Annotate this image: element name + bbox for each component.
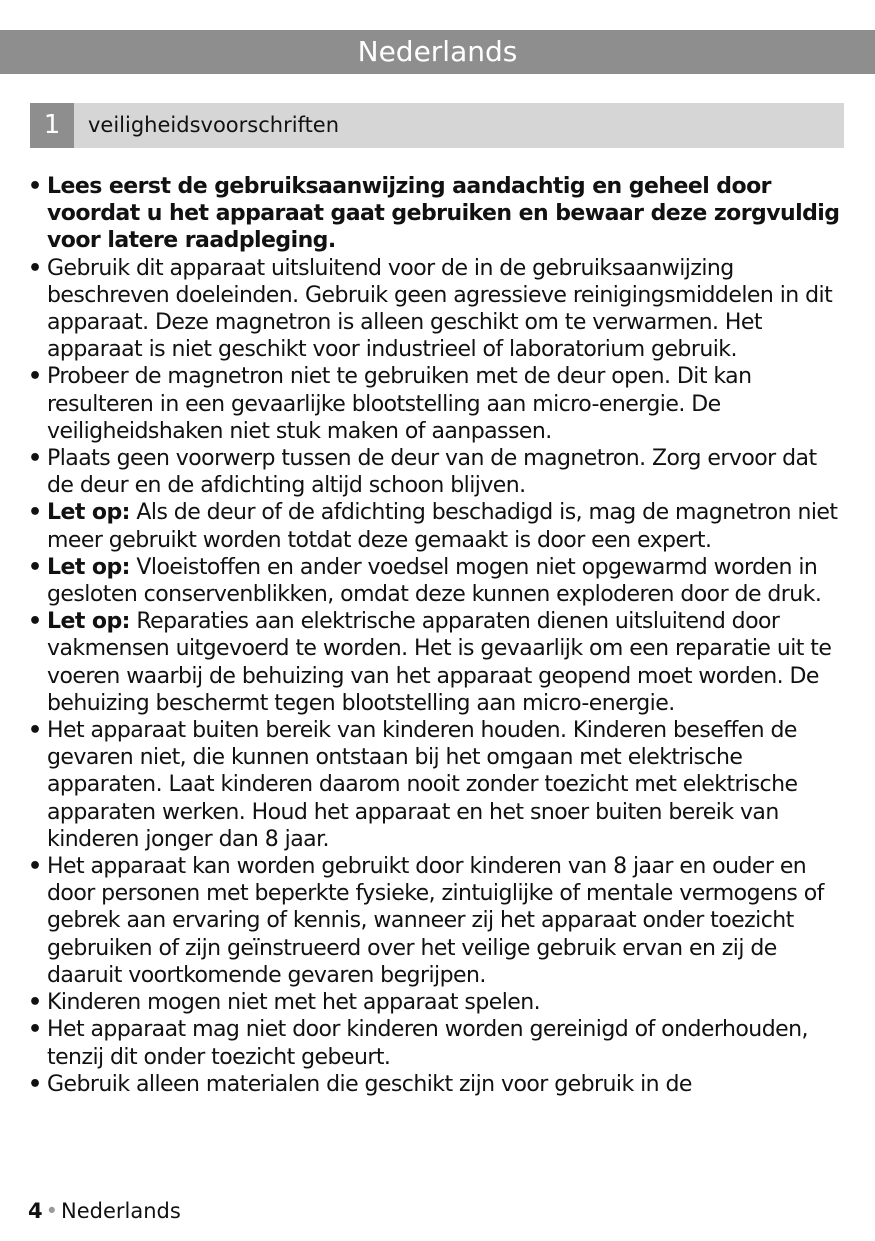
list-item: [28, 853, 840, 989]
list-item: [28, 445, 840, 499]
section-heading-bar: [30, 103, 844, 148]
footer-separator: •: [45, 1199, 59, 1223]
item-text: Probeer de magnetron niet te gebruiken met de deur open. Dit kan resulteren in een gevaarlijke blootstelling aan micro-energie. De veiligheidshaken niet stuk maken of aanpassen.: [47, 364, 752, 444]
page-footer: [28, 1198, 181, 1224]
item-text: Gebruik alleen materialen die geschikt zijn voor gebruik in de: [47, 1071, 692, 1097]
list-item: [28, 989, 840, 1016]
warning-label: Let op:: [47, 609, 130, 635]
list-item: [28, 1071, 840, 1098]
item-text: Het apparaat mag niet door kinderen worden gereinigd of onderhouden, tenzij dit onder toezicht gebeurt.: [47, 1017, 808, 1070]
page-number: 4: [28, 1199, 43, 1223]
safety-instructions-list: [28, 173, 840, 1098]
list-item: [28, 255, 840, 364]
list-item: [28, 608, 840, 717]
footer-language: Nederlands: [61, 1199, 181, 1223]
item-text: Gebruik dit apparaat uitsluitend voor de in de gebruiksaanwijzing beschreven doeleinden. Gebruik geen agressieve reinigingsmiddelen in dit apparaat. Deze magnetron is alleen geschikt om te verwarmen. Het apparaat is niet geschikt voor industrieel of laboratorium gebruik.: [47, 255, 833, 363]
item-text: Als de deur of de afdichting beschadigd is, mag de magnetron niet meer gebruikt worden totdat deze gemaakt is door een expert.: [47, 500, 838, 553]
list-item: [28, 173, 840, 255]
item-text: Kinderen mogen niet met het apparaat spelen.: [47, 990, 541, 1016]
item-text: Het apparaat buiten bereik van kinderen houden. Kinderen beseffen de gevaren niet, die kunnen ontstaan bij het omgaan met elektrische apparaten. Laat kinderen daarom nooit zonder toezicht met elektrische apparaten werken. Houd het apparaat en het snoer buiten bereik van kinderen jonger dan 8 jaar.: [47, 718, 798, 852]
language-header: Nederlands: [0, 30, 875, 74]
warning-label: Let op:: [47, 554, 130, 580]
item-text: Vloeistoffen en ander voedsel mogen niet opgewarmd worden in gesloten conservenblikken, omdat deze kunnen exploderen door de druk.: [47, 554, 822, 608]
list-item: [28, 363, 840, 445]
item-text: Reparaties aan elektrische apparaten dienen uitsluitend door vakmensen uitgevoerd te worden. Het is gevaarlijk om een reparatie uit te voeren waarbij de behuizing van het apparaat geopend moet worden. De behuizing beschermt tegen blootstelling aan micro-energie.: [47, 609, 832, 716]
list-item: [28, 717, 840, 853]
item-text: Plaats geen voorwerp tussen de deur van de magnetron. Zorg ervoor dat de deur en de afdichting altijd schoon blijven.: [47, 446, 817, 499]
list-item: [28, 499, 840, 553]
list-item: [28, 554, 840, 608]
item-text: Het apparaat kan worden gebruikt door kinderen van 8 jaar en ouder en door personen met beperkte fysieke, zintuiglijke of mentale vermogens of gebrek aan ervaring of kennis, wanneer zij het apparaat onder toezicht gebruiken of zijn geïnstrueerd over het veilige gebruik ervan en zij de daaruit voortkomende gevaren begrijpen.: [47, 854, 824, 988]
warning-label: Let op:: [47, 500, 130, 526]
section-number: 1: [30, 103, 74, 148]
list-item: [28, 1016, 840, 1070]
item-text: Lees eerst de gebruiksaanwijzing aandachtig en geheel door voordat u het apparaat gaat gebruiken en bewaar deze zorgvuldig voor latere raadpleging.: [47, 174, 840, 254]
section-title: veiligheidsvoorschriften: [88, 113, 340, 137]
